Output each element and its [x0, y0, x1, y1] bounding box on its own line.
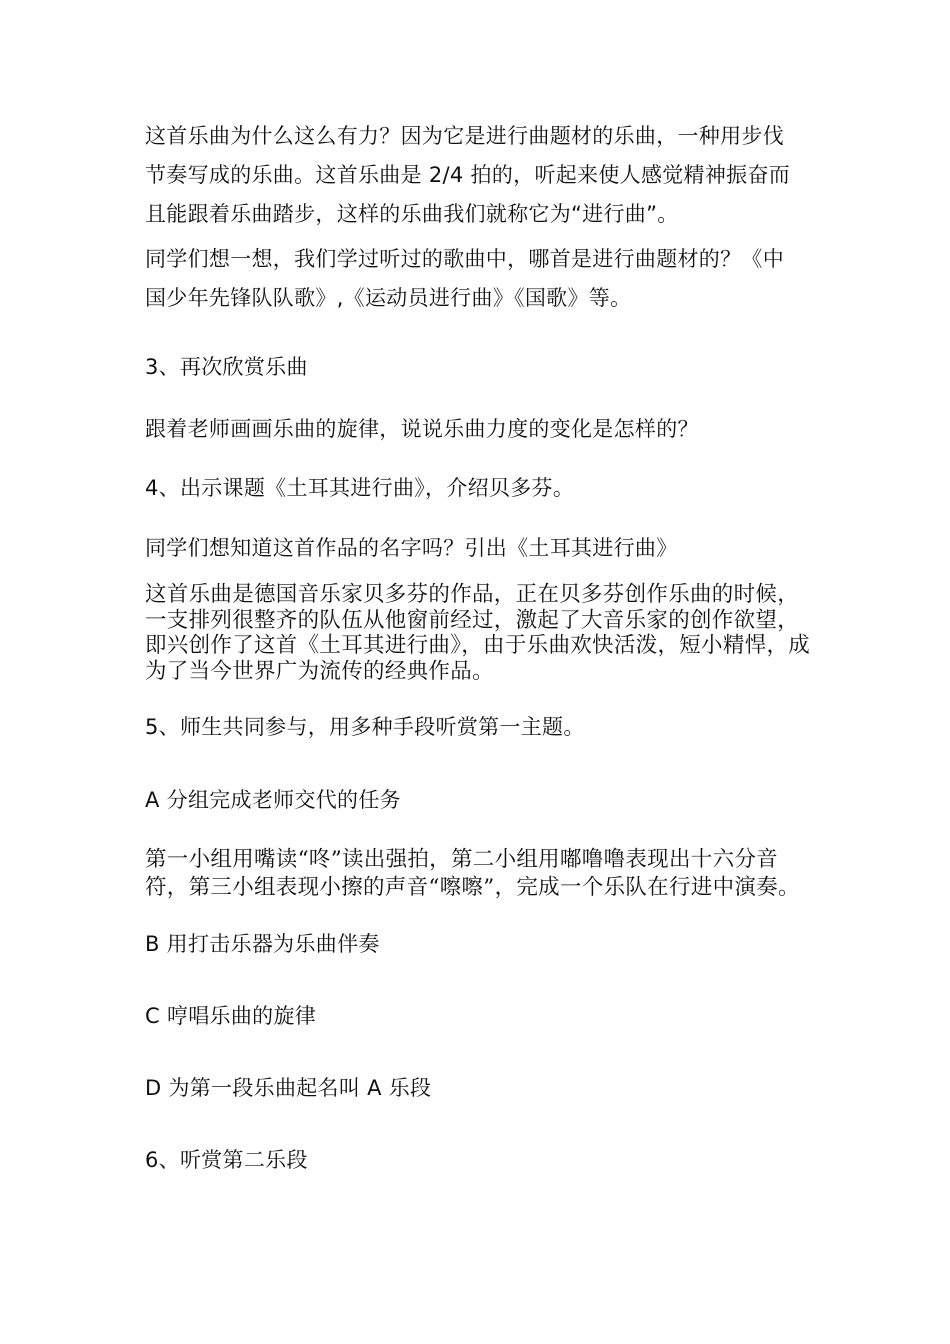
text-line: 国少年先锋队队歌》,《运动员进行曲》《国歌》等。: [145, 286, 632, 310]
item-d: D 为第一段乐曲起名叫 A 乐段: [145, 1076, 432, 1100]
text-line: 第一小组用嘴读“咚”读出强拍，第二小组用嘟噜噜表现出十六分音: [145, 847, 778, 872]
text-line: 这首乐曲是德国音乐家贝多芬的作品，正在贝多芬创作乐曲的时候，: [145, 582, 800, 607]
text-line: 这首乐曲为什么这么有力？因为它是进行曲题材的乐曲，一种用步伐: [145, 124, 784, 148]
item-a: A 分组完成老师交代的任务: [145, 788, 401, 812]
item-c: C 哼唱乐曲的旋律: [145, 1004, 317, 1028]
paragraph-march-explanation: [145, 117, 825, 234]
step-4-text: 同学们想知道这首作品的名字吗？引出《土耳其进行曲》: [145, 536, 678, 560]
step-4-heading: 4、出示课题《土耳其进行曲》，介绍贝多芬。: [145, 476, 575, 500]
paragraph-march-songs: [145, 240, 825, 318]
item-b: B 用打击乐器为乐曲伴奏: [145, 932, 380, 956]
step-6-heading: 6、听赏第二乐段: [145, 1148, 308, 1172]
text-line: 一支排列很整齐的队伍从他窗前经过，激起了大音乐家的创作欲望，: [145, 607, 800, 633]
text-line: 节奏写成的乐曲。这首乐曲是 2/4 拍的，听起来使人感觉精神振奋而: [145, 163, 791, 187]
paragraph-beethoven: [145, 582, 825, 684]
text-line: 符，第三小组表现小擦的声音“嚓嚓”，完成一个乐队在行进中演奏。: [145, 875, 800, 900]
paragraph-groups: [145, 846, 845, 902]
text-line: 且能跟着乐曲踏步，这样的乐曲我们就称它为“进行曲”。: [145, 202, 679, 226]
text-line: 为了当今世界广为流传的经典作品。: [145, 658, 494, 684]
step-3-heading: 3、再次欣赏乐曲: [145, 355, 308, 379]
step-5-heading: 5、师生共同参与，用多种手段听赏第一主题。: [145, 715, 585, 739]
step-3-text: 跟着老师画画乐曲的旋律，说说乐曲力度的变化是怎样的？: [145, 417, 699, 441]
text-line: 即兴创作了这首《土耳其进行曲》，由于乐曲欢快活泼，短小精悍，成: [145, 633, 811, 658]
text-line: 同学们想一想，我们学过听过的歌曲中，哪首是进行曲题材的？《中: [145, 247, 784, 271]
